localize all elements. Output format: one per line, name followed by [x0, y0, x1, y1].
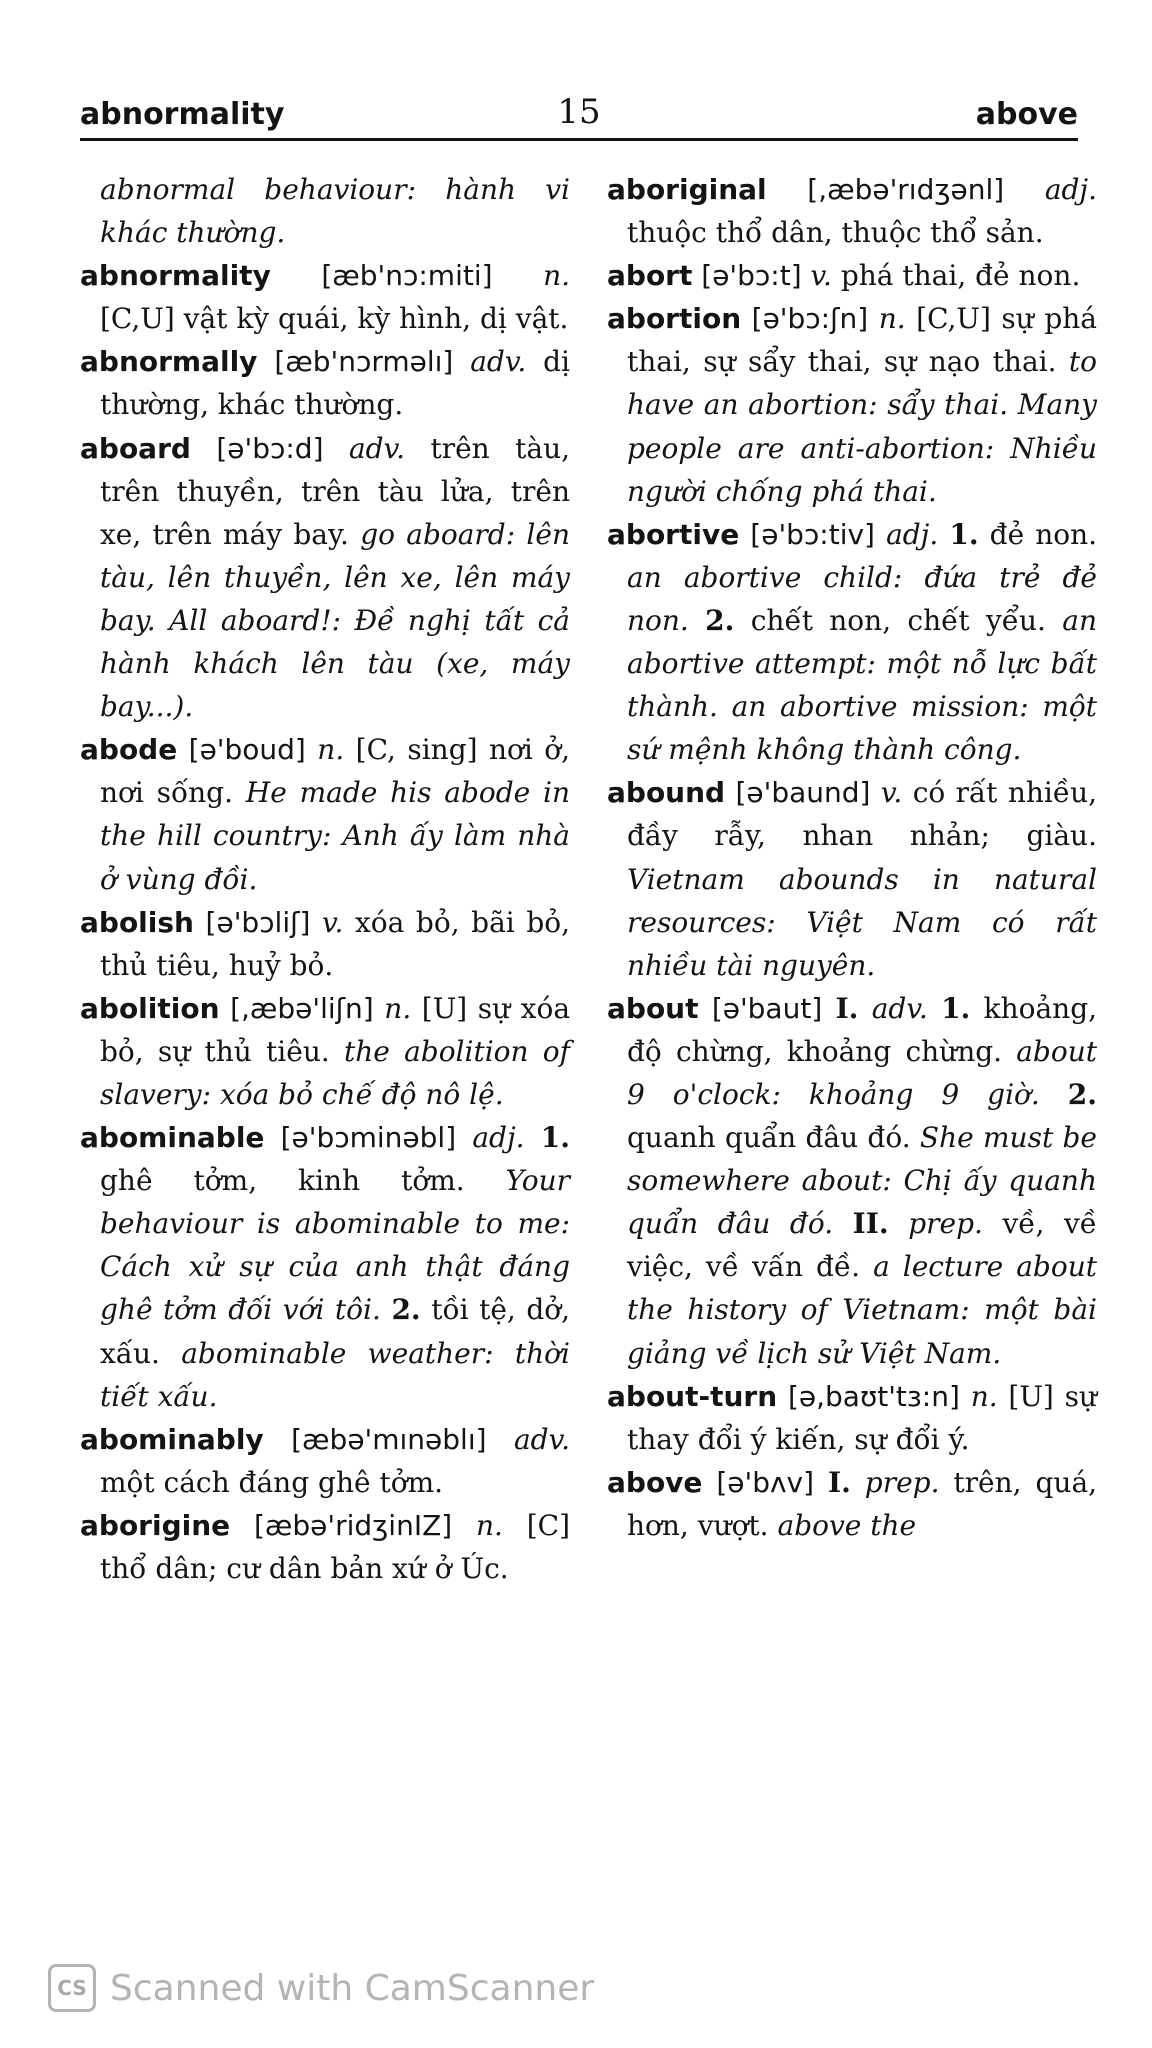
entry-headword: abnormality: [80, 259, 271, 293]
example-sentence: about 9 o'clock: khoảng 9 giờ.: [627, 1034, 1097, 1111]
entry-headword: abolition: [80, 991, 220, 1025]
dictionary-entry: [80, 1418, 570, 1504]
dictionary-entry: [607, 771, 1097, 986]
entry-pronunciation: [ə'bɔ:tiv]: [750, 517, 875, 551]
example-sentence: an abortive child: đứa trẻ đẻ non.: [627, 560, 1097, 637]
definition-text: xóa bỏ, bãi bỏ, thủ tiêu, huỷ bỏ.: [100, 905, 570, 982]
entry-pronunciation: [ə,baʊt'tɜ:n]: [787, 1379, 960, 1413]
example-sentence: She must be somewhere about: Chị ấy quanh quẩn đâu đó.: [627, 1121, 1098, 1241]
part-of-speech: v.: [880, 776, 903, 810]
part-of-speech: adj.: [472, 1121, 525, 1155]
example-sentence: abominable weather: thời tiết xấu.: [100, 1336, 570, 1413]
sense-number: 2.: [1067, 1077, 1097, 1111]
example-sentence: the abolition of slavery: xóa bỏ chế độ nô lệ.: [100, 1034, 570, 1111]
definition-text: một cách đáng ghê tởm.: [100, 1465, 444, 1499]
part-of-speech: v.: [322, 905, 344, 939]
dictionary-entry: [607, 254, 1097, 297]
sense-number: II.: [852, 1207, 889, 1241]
part-of-speech: n.: [317, 733, 345, 767]
dictionary-entry: [80, 987, 570, 1116]
definition-text: phá thai, đẻ non.: [840, 259, 1081, 293]
definition-text: đẻ non.: [989, 517, 1098, 551]
entry-pronunciation: [æb'nɔrməlı]: [274, 345, 454, 379]
definition-text: khoảng, độ chừng, khoảng chừng.: [627, 991, 1098, 1068]
part-of-speech: adv.: [513, 1422, 570, 1456]
page-number: 15: [557, 92, 601, 132]
part-of-speech: n.: [970, 1379, 998, 1413]
entry-headword: aboriginal: [607, 173, 767, 206]
example-sentence: above the: [777, 1508, 917, 1542]
entry-pronunciation: [,æbə'liʃn]: [230, 991, 374, 1025]
example-sentence: an abortive attempt: một nỗ lực bất thành. an abortive mission: một sứ mệnh không thành công.: [627, 603, 1098, 767]
example-sentence: Vietnam abounds in natural resources: Việt Nam có rất nhiều tài nguyên.: [627, 862, 1097, 982]
part-of-speech: adj.: [1044, 173, 1098, 206]
definition-text: [U] sự thay đổi ý kiến, sự đổi ý.: [627, 1379, 1098, 1456]
entry-pronunciation: [ə'bɔ:d]: [216, 431, 324, 465]
definition-text: có rất nhiều, đầy rẫy, nhan nhản; giàu.: [627, 776, 1097, 853]
camscanner-logo-icon: CS: [48, 1964, 96, 2012]
definition-text: về, về việc, về vấn đề.: [627, 1207, 1097, 1284]
entry-pronunciation: [ə'bɔliʃ]: [205, 905, 311, 939]
dictionary-entry: [607, 168, 1097, 254]
entry-headword: about-turn: [607, 1379, 778, 1413]
entry-pronunciation: [ə'bɔ:t]: [701, 259, 802, 293]
entry-headword: abort: [607, 259, 693, 293]
example-sentence: to have an abortion: sẩy thai. Many people are anti-abortion: Nhiều người chống phá thai.: [627, 345, 1098, 508]
definition-text: [C,U] sự phá thai, sự sẩy thai, sự nạo thai.: [627, 302, 1097, 379]
watermark-text: Scanned with CamScanner: [110, 1967, 595, 2009]
sense-number: I.: [835, 991, 859, 1025]
part-of-speech: prep.: [908, 1207, 983, 1241]
dictionary-entry: [80, 1504, 570, 1590]
definition-text: thuộc thổ dân, thuộc thổ sản.: [627, 216, 1044, 250]
example-sentence: go aboard: lên tàu, lên thuyền, lên xe, lên máy bay. All aboard!: Đề nghị tất cả hành khách lên tàu (xe, máy bay...).: [100, 517, 570, 724]
sense-number: I.: [827, 1465, 851, 1499]
definition-text: dị thường, khác thường.: [100, 345, 570, 422]
entry-pronunciation: [,æbə'rıdʒənl]: [807, 173, 1005, 206]
entry-headword: abound: [607, 776, 726, 810]
example-sentence: Your behaviour is abominable to me: Cách xử sự của anh thật đáng ghê tởm đối với tôi.: [100, 1164, 570, 1327]
left-column: [80, 168, 570, 1590]
definition-text: [U] sự xóa bỏ, sự thủ tiêu.: [100, 991, 571, 1068]
entry-headword: abortion: [607, 302, 742, 336]
dictionary-entry: [80, 340, 570, 426]
definition-text: ghê tởm, kinh tởm.: [100, 1164, 465, 1198]
sense-number: 1.: [941, 991, 971, 1025]
part-of-speech: n.: [476, 1508, 503, 1542]
sense-number: 1.: [540, 1121, 571, 1155]
dictionary-entry: [80, 1116, 570, 1418]
dictionary-entry: [607, 1375, 1097, 1461]
dictionary-entry: [80, 427, 570, 729]
dictionary-entry: [80, 728, 570, 900]
entry-headword: aborigine: [80, 1508, 231, 1542]
definition-text: trên, quá, hơn, vượt.: [627, 1465, 1098, 1542]
part-of-speech: prep.: [864, 1465, 940, 1499]
entry-pronunciation: [ə'bɔminəbl]: [280, 1121, 457, 1155]
page-header: [80, 92, 1078, 141]
entry-pronunciation: [æbə'mınəblı]: [291, 1422, 487, 1456]
sense-number: 1.: [949, 517, 979, 551]
entry-headword: abominable: [80, 1121, 265, 1155]
entry-headword: about: [607, 991, 699, 1025]
header-right-headword: above: [975, 97, 1078, 132]
entry-headword: abortive: [607, 517, 740, 551]
entry-pronunciation: [ə'baund]: [735, 776, 871, 810]
header-left-headword: abnormality: [80, 97, 285, 132]
definition-text: [C,U] vật kỳ quái, kỳ hình, dị vật.: [100, 302, 569, 336]
sense-number: 2.: [391, 1293, 421, 1327]
dictionary-entry: [607, 297, 1097, 512]
part-of-speech: v.: [810, 259, 832, 293]
entry-pronunciation: [æbə'ridʒinIZ]: [253, 1508, 453, 1542]
entry-pronunciation: [ə'baut]: [711, 991, 823, 1025]
part-of-speech: n.: [878, 302, 906, 336]
entry-headword: aboard: [80, 431, 191, 465]
right-entries: [607, 168, 1097, 1547]
definition-text: quanh quẩn đâu đó.: [627, 1121, 911, 1155]
entry-headword: above: [607, 1465, 703, 1499]
part-of-speech: n.: [543, 259, 571, 293]
right-column: [607, 168, 1097, 1547]
continuation-text: abnormal behaviour: hành vi khác thường.: [100, 173, 570, 250]
part-of-speech: n.: [384, 991, 412, 1025]
entry-pronunciation: [ə'bɔ:ʃn]: [751, 302, 869, 336]
part-of-speech: adv.: [348, 431, 405, 465]
dictionary-entry: [607, 1461, 1097, 1547]
definition-text: tồi tệ, dở, xấu.: [100, 1293, 570, 1370]
definition-text: [C] thổ dân; cư dân bản xứ ở Úc.: [100, 1508, 571, 1585]
entry-headword: abominably: [80, 1422, 264, 1456]
sense-number: 2.: [705, 603, 735, 637]
part-of-speech: adj.: [886, 517, 939, 551]
definition-text: [C, sing] nơi ở, nơi sống.: [100, 733, 571, 810]
dictionary-entry: [607, 513, 1097, 772]
dictionary-entry: [80, 254, 570, 340]
dictionary-entry: [80, 901, 570, 987]
entry-headword: abode: [80, 733, 178, 767]
camscanner-watermark: [48, 1963, 594, 2013]
example-sentence: a lecture about the history of Vietnam: một bài giảng về lịch sử Việt Nam.: [627, 1250, 1097, 1370]
part-of-speech: adv.: [871, 991, 928, 1025]
definition-text: trên tàu, trên thuyền, trên tàu lửa, trên xe, trên máy bay.: [100, 431, 570, 551]
example-sentence: He made his abode in the hill country: Anh ấy làm nhà ở vùng đồi.: [100, 776, 570, 896]
entry-headword: abnormally: [80, 345, 258, 379]
definition-text: chết non, chết yểu.: [750, 603, 1046, 637]
dictionary-entry: [607, 987, 1097, 1375]
entry-headword: abolish: [80, 905, 194, 939]
entry-pronunciation: [ə'bʌv]: [716, 1465, 815, 1499]
part-of-speech: adv.: [470, 345, 527, 379]
entry-pronunciation: [ə'boud]: [188, 733, 306, 767]
entry-pronunciation: [æb'nɔ:miti]: [321, 259, 493, 293]
left-entries: [80, 254, 570, 1590]
